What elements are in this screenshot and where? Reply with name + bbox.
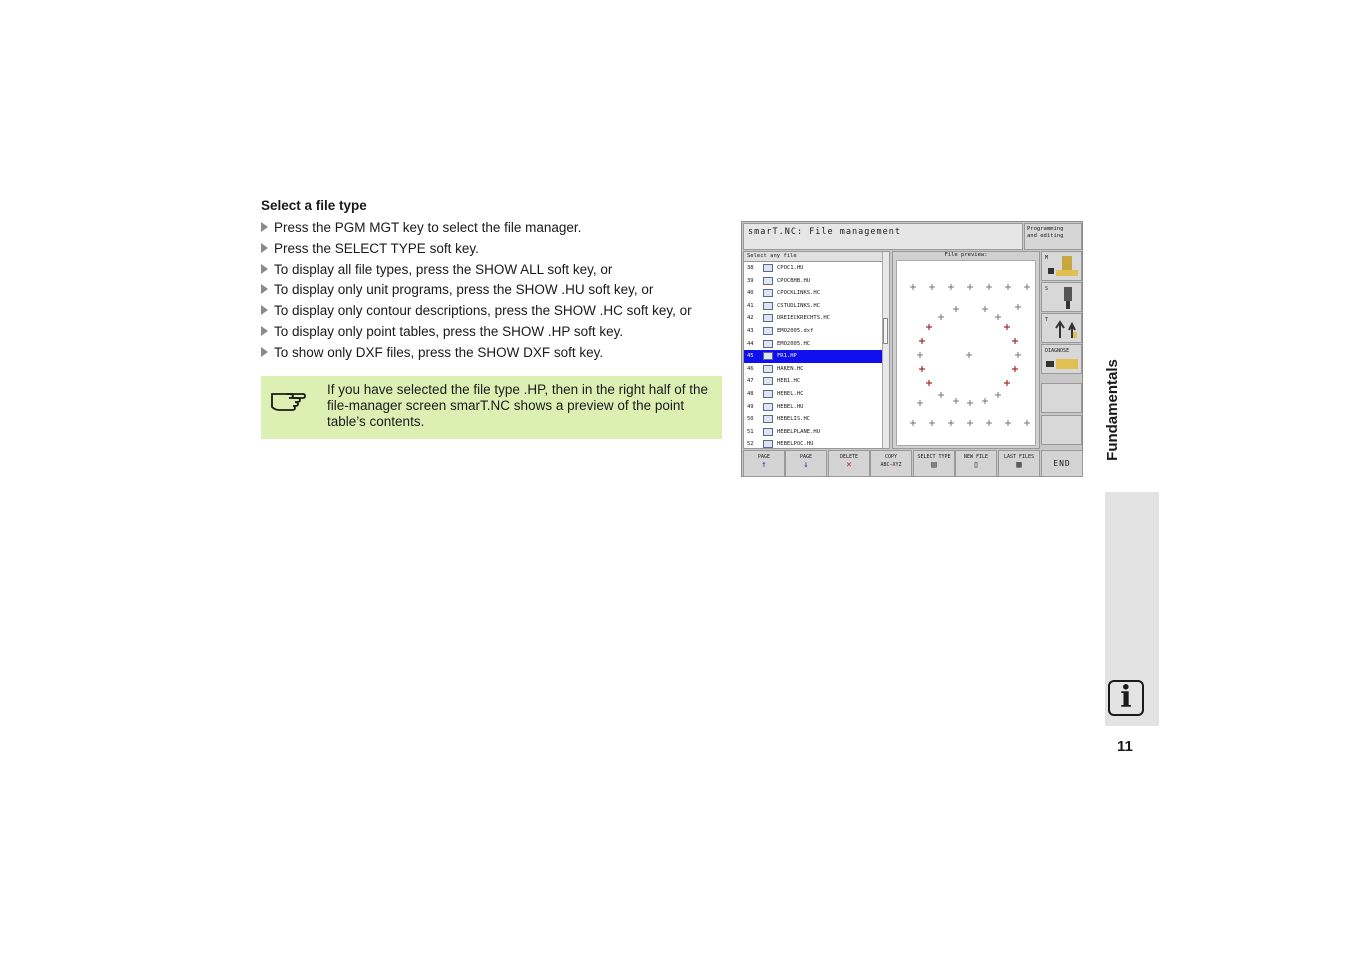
contour-file-icon [763,365,773,373]
copy-source-label: ABC [880,462,890,468]
table-file-icon [763,440,773,448]
contour-file-icon [763,340,773,348]
arrow-down-icon: ↓ [803,460,809,470]
screen-title: smarT.NC: File management [743,223,1023,250]
last-files-softkey[interactable]: LAST FILES ▦ [998,450,1040,477]
file-preview-header: File preview: [944,252,988,258]
bullet-arrow-icon [261,222,268,232]
file-row[interactable]: 44 EMO2005.HC [747,340,811,347]
contour-file-icon [763,415,773,423]
contour-file-icon [763,314,773,322]
file-row[interactable]: 41 CSTUDLINKS.HC [747,302,821,309]
section-heading: Select a file type [261,198,367,213]
file-row[interactable]: 46 HAKEN.HC [747,365,804,372]
step-item: To display only unit programs, press the SHOW .HU soft key, or [261,280,692,301]
file-list [744,262,889,449]
vertical-softkey-bar [1041,251,1083,449]
note-box [261,376,722,439]
file-row-selected[interactable]: 45 FR1.HP [744,350,883,363]
table-file-icon [763,277,773,285]
last-files-icon: ▦ [1016,460,1022,470]
step-item: To display only point tables, press the SHOW .HP soft key. [261,322,692,343]
point-table-file-icon [763,352,773,360]
copy-softkey[interactable]: COPY ABC→XYZ [870,450,912,477]
mode-indicator [1024,223,1082,250]
file-preview-panel [892,251,1040,449]
bullet-arrow-icon [261,243,268,253]
file-row[interactable]: 51 HEBELPLANE.HU [747,428,821,435]
contour-file-icon [763,377,773,385]
bullet-arrow-icon [261,326,268,336]
info-icon: i [1108,680,1144,716]
table-file-icon [763,403,773,411]
point-pattern-graphic [897,261,1035,445]
file-row[interactable]: 39 CPOCBHB.HU [747,277,811,284]
page-down-softkey[interactable]: PAGE ↓ [785,450,827,477]
note-text: If you have selected the file type .HP, then in the right half of the file-manager screen smarT.NC shows a preview of the point table’s contents. [327,382,708,429]
table-file-icon [763,428,773,436]
softkey-empty[interactable] [1041,415,1082,445]
softkey-s-function[interactable]: S [1041,282,1082,312]
scrollbar-thumb[interactable] [883,318,888,344]
softkey-m-function[interactable]: M [1041,251,1082,281]
horizontal-softkey-bar [743,450,1083,477]
softkey-diagnose[interactable]: DIAGNOSE [1041,344,1082,374]
file-list-header: Select any file [744,252,889,262]
mode-line: Programming [1027,226,1064,232]
dxf-file-icon [763,327,773,335]
file-row[interactable]: 48 HEBEL.HC [747,390,804,397]
bullet-arrow-icon [261,305,268,315]
step-item: To display all file types, press the SHOW ALL soft key, or [261,260,692,281]
new-file-icon: ▯ [973,460,979,470]
file-row[interactable]: 50 HEBELIS.HC [747,416,811,423]
step-item: Press the PGM MGT key to select the file manager. [261,218,692,239]
end-softkey[interactable]: END [1041,450,1083,477]
softkey-t-function[interactable]: T [1041,313,1082,343]
file-row[interactable]: 47 HEB1.HC [747,378,801,385]
mode-line: and editing [1027,233,1064,239]
step-list [261,218,692,364]
file-row[interactable]: 42 DREIECKRECHTS.HC [747,315,830,322]
point-preview-area [896,260,1036,446]
arrow-up-icon: ↑ [761,460,767,470]
file-row[interactable]: 43 EMO2005.dxf [747,327,814,334]
file-row[interactable]: 40 CPOCKLINKS.HC [747,290,821,297]
contour-file-icon [763,302,773,310]
step-item: To display only contour descriptions, press the SHOW .HC soft key, or [261,301,692,322]
softkey-empty[interactable] [1041,383,1082,413]
pointing-hand-icon [269,384,307,412]
step-item: To show only DXF files, press the SHOW DXF soft key. [261,343,692,364]
file-type-icon: ▤ [931,460,937,470]
page-up-softkey[interactable]: PAGE ↑ [743,450,785,477]
new-file-softkey[interactable]: NEW FILE ▯ [955,450,997,477]
bullet-arrow-icon [261,284,268,294]
bullet-arrow-icon [261,264,268,274]
page-number: 11 [1117,738,1133,755]
contour-file-icon [763,390,773,398]
file-list-panel [743,251,890,449]
file-list-scrollbar[interactable] [882,252,889,448]
file-row[interactable]: 52 HEBELPOC.HU [747,441,814,448]
file-manager-screenshot [741,221,1083,477]
copy-target-label: XYZ [892,462,902,468]
select-type-softkey[interactable]: SELECT TYPE ▤ [913,450,955,477]
file-row[interactable]: 49 HEBEL.HU [747,403,804,410]
delete-cross-icon: ✕ [846,460,852,470]
step-item: Press the SELECT TYPE soft key. [261,239,692,260]
file-row[interactable]: 38 CPOC1.HU [747,265,804,271]
table-file-icon [763,264,773,272]
delete-softkey[interactable]: DELETE ✕ [828,450,870,477]
chapter-tab-label: Fundamentals [1104,359,1121,461]
copy-arrow-icon: → [889,462,893,468]
bullet-arrow-icon [261,347,268,357]
contour-file-icon [763,289,773,297]
